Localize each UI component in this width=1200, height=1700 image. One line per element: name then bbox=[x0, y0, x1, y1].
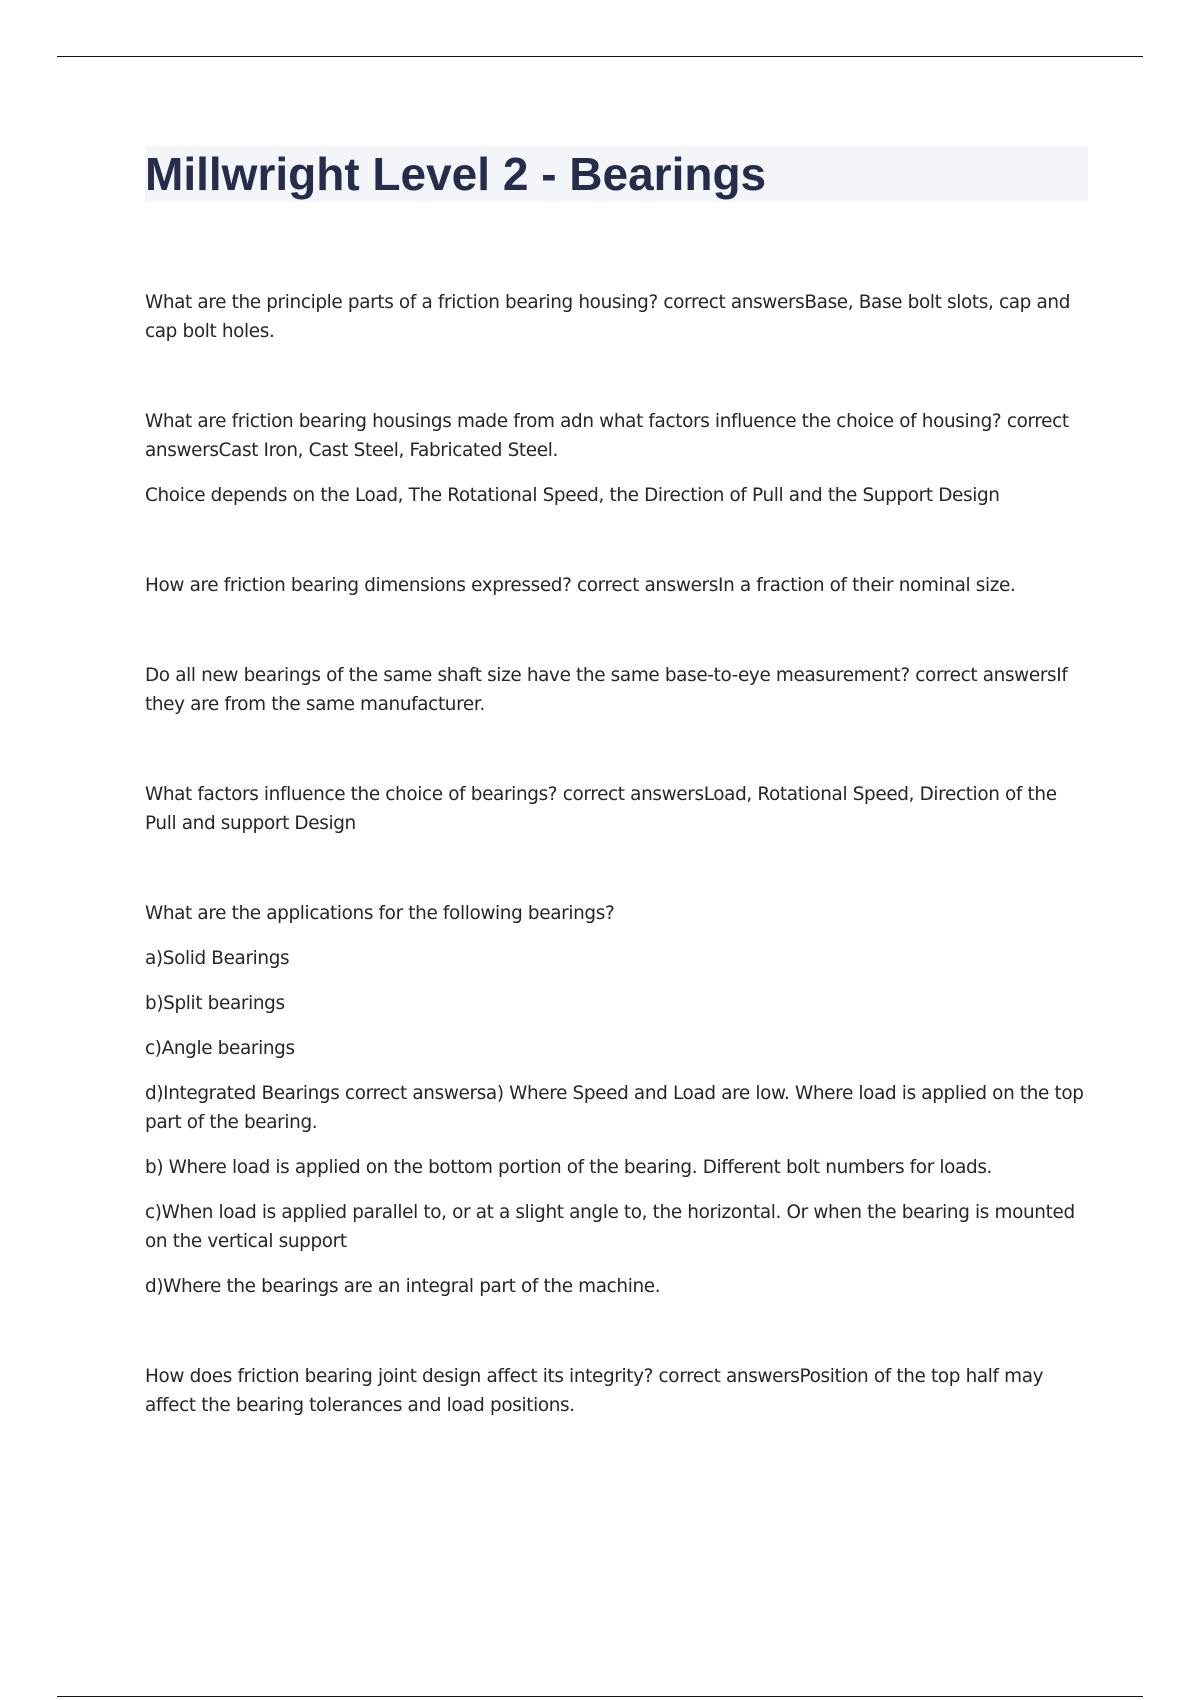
document-body bbox=[145, 288, 1090, 1420]
qa-paragraph: What are the applications for the following bearings? bbox=[145, 903, 615, 924]
qa-paragraph: Choice depends on the Load, The Rotational Speed, the Direction of Pull and the Support Design bbox=[145, 485, 1000, 506]
qa-paragraph: a)Solid Bearings bbox=[145, 948, 290, 969]
qa-block-base-to-eye bbox=[145, 661, 1090, 719]
qa-paragraph: What are the principle parts of a friction bearing housing? correct answersBase, Base bolt slots, cap and cap bolt holes. bbox=[145, 292, 1071, 342]
qa-paragraph: b) Where load is applied on the bottom portion of the bearing. Different bolt numbers for loads. bbox=[145, 1157, 993, 1178]
qa-paragraph: d)Where the bearings are an integral part of the machine. bbox=[145, 1276, 661, 1297]
qa-paragraph: What are friction bearing housings made from adn what factors influence the choice of housing? correct answersCast Iron, Cast Steel, Fabricated Steel. bbox=[145, 411, 1069, 461]
qa-block-housing-materials bbox=[145, 407, 1090, 510]
qa-paragraph: Do all new bearings of the same shaft size have the same base-to-eye measurement? correct answersIf they are from the same manufacturer. bbox=[145, 665, 1068, 715]
qa-block-joint-design bbox=[145, 1362, 1090, 1420]
qa-paragraph: b)Split bearings bbox=[145, 993, 285, 1014]
document-title: Millwright Level 2 - Bearings bbox=[145, 148, 767, 200]
qa-paragraph: d)Integrated Bearings correct answersa) Where Speed and Load are low. Where load is applied on the top part of the bearing. bbox=[145, 1083, 1084, 1133]
qa-block-dimensions bbox=[145, 571, 1090, 600]
qa-paragraph: How does friction bearing joint design affect its integrity? correct answersPosition of the top half may affect the bearing tolerances and load positions. bbox=[145, 1366, 1044, 1416]
bottom-rule bbox=[57, 1696, 1143, 1697]
qa-paragraph: c)When load is applied parallel to, or at a slight angle to, the horizontal. Or when the bearing is mounted on the vertical support bbox=[145, 1202, 1075, 1252]
qa-paragraph: c)Angle bearings bbox=[145, 1038, 295, 1059]
qa-paragraph: What factors influence the choice of bearings? correct answersLoad, Rotational Speed, Direction of the Pull and support Design bbox=[145, 784, 1057, 834]
qa-block-housing-parts bbox=[145, 288, 1090, 346]
top-rule bbox=[57, 56, 1143, 57]
qa-block-applications bbox=[145, 899, 1090, 1301]
qa-paragraph: How are friction bearing dimensions expressed? correct answersIn a fraction of their nominal size. bbox=[145, 575, 1016, 596]
qa-block-choice-factors bbox=[145, 780, 1090, 838]
